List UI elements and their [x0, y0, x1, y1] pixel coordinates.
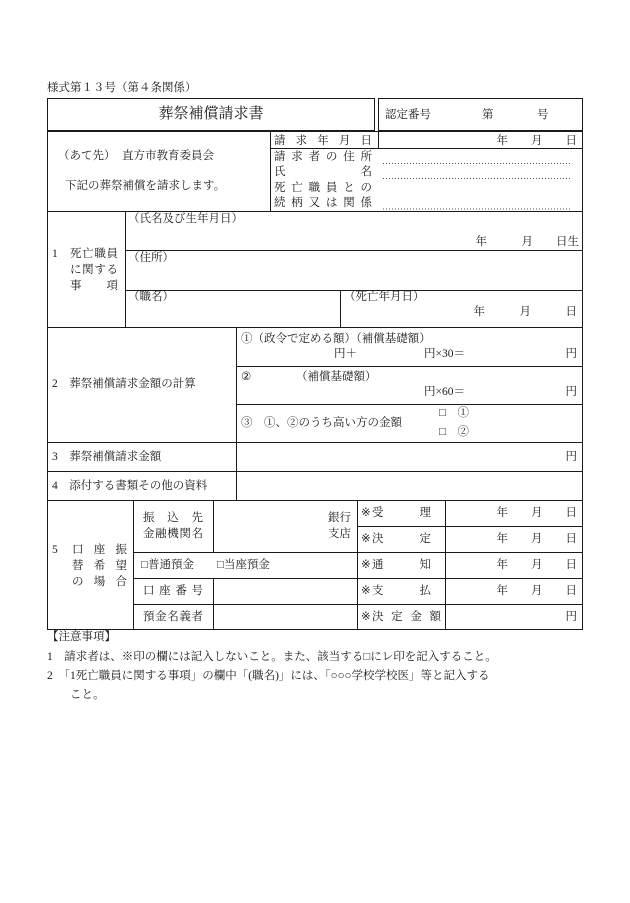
request-date-label: 請求年月日 [274, 135, 372, 147]
notes-heading: 【注意事項】 [47, 631, 116, 643]
office-receipt-mark: ※ [361, 507, 371, 519]
section1-heading-line1: 死亡職員 [70, 248, 118, 260]
death-date-label: （死亡年月日） [344, 291, 425, 303]
request-statement: 下記の葬祭補償を請求します。 [65, 180, 226, 192]
bank-label-line1: 振込先 [143, 512, 203, 524]
account-type-checkboxes: □普通預金 □当座預金 [141, 559, 270, 571]
relationship-label-line1: 死亡職員との [274, 182, 372, 194]
deceased-birth-date-value: 年 月 日生 [475, 236, 579, 248]
section2-heading: 2 葬祭補償請求金額の計算 [52, 378, 196, 390]
calc-option2-checkbox: □ ② [439, 426, 469, 438]
deceased-name-birth-label: （氏名及び生年月日） [128, 213, 243, 225]
section5-number: 5 [52, 544, 58, 556]
section5-heading-line2: 替希望 [72, 560, 127, 572]
note-item-1: 1 請求者は、※印の欄には記入しないこと。また、該当する□にレ印を記入すること。 [47, 651, 497, 663]
office-notice-mark: ※ [361, 559, 371, 571]
office-decision-mark: ※ [361, 533, 371, 545]
request-date-value: 年 月 日 [496, 135, 577, 147]
deceased-address-label: （住所） [128, 252, 174, 264]
calc-row3-label: ③ ①、②のうち高い方の金額 [241, 417, 402, 429]
office-decision-date: 年 月 日 [496, 533, 577, 545]
form-number: 様式第１３号（第４条関係） [47, 82, 197, 94]
office-notice-label: 通知 [372, 559, 431, 571]
calc-row1-yen-plus: 円＋ [334, 348, 357, 360]
office-payment-label: 支払 [372, 585, 431, 597]
document-title: 葬祭補償請求書 [158, 106, 264, 122]
section3-heading: 3 葬祭補償請求金額 [52, 451, 162, 463]
note-item-2: 2 「1死亡職員に関する事項」の欄中「(職名)」には、「○○○学校学校医」等と記入する [47, 670, 490, 682]
calc-row2-mark: ② [241, 371, 252, 383]
account-number-label: 口座番号 [143, 585, 203, 597]
calc-option1-checkbox: □ ① [439, 407, 469, 419]
section5-heading-line1: 口座振 [72, 544, 127, 556]
office-receipt-date: 年 月 日 [496, 507, 577, 519]
office-payment-mark: ※ [361, 585, 371, 597]
office-notice-date: 年 月 日 [496, 559, 577, 571]
addressee: 直方市教育委員会 [122, 150, 214, 162]
deceased-job-label: （職名） [128, 291, 174, 303]
calc-row1-yen: 円 [565, 348, 577, 360]
section4-heading: 4 添付する書類その他の資料 [52, 480, 208, 492]
section1-number: 1 [52, 248, 58, 260]
death-date-value: 年 月 日 [473, 306, 577, 318]
note-item-2-continuation: こと。 [70, 689, 105, 701]
office-payment-date: 年 月 日 [496, 585, 577, 597]
office-receipt-label: 受理 [372, 507, 431, 519]
relationship-label-line2: 続柄又は関係 [274, 197, 372, 209]
office-amount-label: 決定金額 [372, 611, 441, 623]
bank-suffix: 銀行 [328, 512, 351, 524]
calc-row2-label: （補償基礎額） [296, 371, 377, 383]
bank-label-line2: 金融機関名 [143, 528, 203, 540]
section3-yen: 円 [565, 451, 577, 463]
branch-suffix: 支店 [328, 528, 351, 540]
section5-heading-line3: の場合 [72, 576, 127, 588]
requester-name-label: 氏名 [274, 166, 372, 178]
calc-row1-multiplier: 円×30＝ [424, 348, 465, 360]
calc-row2-yen: 円 [565, 386, 577, 398]
addressee-label: （あて先） [58, 150, 116, 162]
section1-heading-line3: 事項 [70, 280, 118, 292]
section1-heading-line2: に関する [70, 264, 118, 276]
office-amount-yen: 円 [565, 611, 577, 623]
calc-row1-label: ①（政令で定める額）（補償基礎額） [241, 333, 431, 345]
certification-number-dai: 第 [482, 109, 494, 121]
office-decision-label: 決定 [372, 533, 431, 545]
certification-number-go: 号 [537, 109, 549, 121]
office-amount-mark: ※ [361, 611, 371, 623]
requester-address-label: 請求者の住所 [274, 151, 372, 163]
account-holder-label: 預金名義者 [143, 611, 203, 623]
certification-number-label: 認定番号 [385, 109, 431, 121]
calc-row2-multiplier: 円×60＝ [424, 386, 465, 398]
